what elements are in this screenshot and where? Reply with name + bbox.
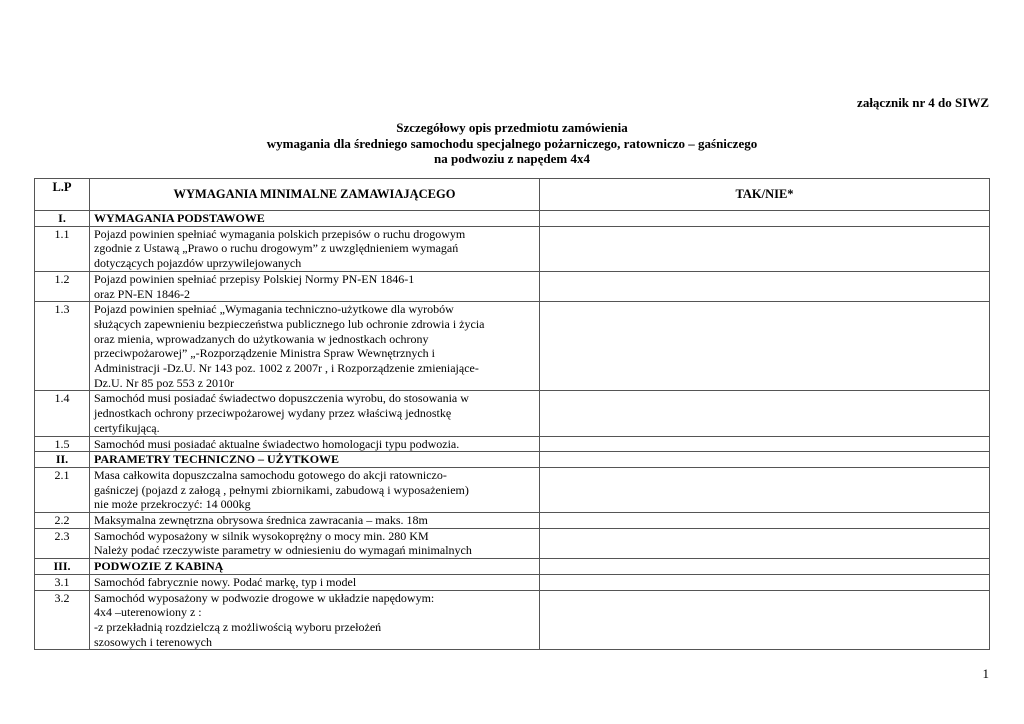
row-number: 2.3 <box>35 528 90 558</box>
row-answer-cell[interactable] <box>540 559 990 575</box>
requirement-line: Pojazd powinien spełniać „Wymagania techniczno-użytkowe dla wyrobów <box>94 302 454 317</box>
requirement-line: WYMAGANIA PODSTAWOWE <box>94 211 265 225</box>
row-answer-cell[interactable] <box>540 391 990 436</box>
requirement-line: przeciwpożarowej” „-Rozporządzenie Ministra Spraw Wewnętrznych i <box>94 346 435 361</box>
table-row <box>35 528 990 558</box>
requirement-line: służących zapewnieniu bezpieczeństwa publicznego lub ochronie zdrowia i życia <box>94 316 485 331</box>
row-answer-cell[interactable] <box>540 467 990 512</box>
requirement-line: dotyczących pojazdów uprzywilejowanych <box>94 256 302 271</box>
requirement-line: PARAMETRY TECHNICZNO – UŻYTKOWE <box>94 452 340 467</box>
title-line-3: na podwoziu z napędem 4x4 <box>433 151 591 166</box>
requirement-line: gaśniczej (pojazd z załogą , pełnymi zbiornikami, zabudową i wyposażeniem) <box>94 482 469 497</box>
requirement-line: 4x4 –uterenowiony z : <box>94 605 202 620</box>
row-requirement <box>90 513 540 529</box>
row-requirement <box>90 391 540 436</box>
row-answer-cell[interactable] <box>540 302 990 391</box>
row-requirement <box>90 528 540 558</box>
table-row <box>35 391 990 436</box>
row-number: 1.5 <box>35 436 90 452</box>
row-number: 1.2 <box>35 271 90 301</box>
header-requirements: WYMAGANIA MINIMALNE ZAMAWIAJĄCEGO <box>90 179 540 211</box>
table-row <box>35 226 990 271</box>
requirement-line: Administracji -Dz.U. Nr 143 poz. 1002 z 2007r , i Rozporządzenie zmieniające- <box>94 361 479 376</box>
requirement-line: Maksymalna zewnętrzna obrysowa średnica zawracania – maks. 18m <box>94 513 428 528</box>
requirement-line: Pojazd powinien spełniać przepisy Polskiej Normy PN-EN 1846-1 <box>94 271 415 286</box>
section-row <box>35 559 990 575</box>
row-requirement <box>90 302 540 391</box>
title-line-2: wymagania dla średniego samochodu specjalnego pożarniczego, ratowniczo – gaśniczego <box>266 135 758 151</box>
row-answer-cell[interactable] <box>540 513 990 529</box>
row-answer-cell[interactable] <box>540 271 990 301</box>
row-answer-cell[interactable] <box>540 226 990 271</box>
row-answer-cell[interactable] <box>540 211 990 227</box>
requirement-line: szosowych i terenowych <box>94 634 212 649</box>
row-requirement <box>90 590 540 650</box>
requirement-line: oraz PN-EN 1846-2 <box>94 286 190 301</box>
row-answer-cell[interactable] <box>540 452 990 468</box>
row-requirement <box>90 226 540 271</box>
requirement-line: Pojazd powinien spełniać wymagania polskich przepisów o ruchu drogowym <box>94 226 466 241</box>
table-row <box>35 271 990 301</box>
table-row <box>35 302 990 391</box>
row-answer-cell[interactable] <box>540 574 990 590</box>
requirements-table <box>34 178 990 650</box>
title-line-1: Szczegółowy opis przedmiotu zamówienia <box>396 120 628 135</box>
row-requirement <box>90 211 540 227</box>
requirement-line: Samochód musi posiadać świadectwo dopuszczenia wyrobu, do stosowania w <box>94 391 469 406</box>
row-number: III. <box>35 559 90 575</box>
row-answer-cell[interactable] <box>540 436 990 452</box>
row-number: 1.3 <box>35 302 90 391</box>
table-row <box>35 590 990 650</box>
row-number: 3.2 <box>35 590 90 650</box>
table-row <box>35 513 990 529</box>
requirement-line: zgodnie z Ustawą „Prawo o ruchu drogowym” z uwzględnieniem wymagań <box>94 241 459 256</box>
document-title <box>0 120 1024 167</box>
requirement-line: Samochód musi posiadać aktualne świadectwo homologacji typu podwozia. <box>94 436 460 451</box>
requirement-line: Masa całkowita dopuszczalna samochodu gotowego do akcji ratowniczo- <box>94 467 447 482</box>
table-header-row <box>35 179 990 211</box>
table-row <box>35 467 990 512</box>
header-answer: TAK/NIE* <box>540 179 990 211</box>
row-answer-cell[interactable] <box>540 590 990 650</box>
row-requirement <box>90 452 540 468</box>
row-number: II. <box>35 452 90 468</box>
requirement-line: oraz mienia, wprowadzanych do użytkowania w jednostkach ochrony <box>94 331 429 346</box>
requirement-line: Należy podać rzeczywiste parametry w odniesieniu do wymagań minimalnych <box>94 543 472 558</box>
section-row <box>35 452 990 468</box>
requirement-line: jednostkach ochrony przeciwpożarowej wydany przez właściwą jednostkę <box>94 406 452 421</box>
row-number: 2.1 <box>35 467 90 512</box>
section-row <box>35 211 990 227</box>
row-requirement <box>90 271 540 301</box>
requirement-line: Samochód fabrycznie nowy. Podać markę, typ i model <box>94 574 357 589</box>
row-number: 1.1 <box>35 226 90 271</box>
requirement-line: certyfikującą. <box>94 420 160 435</box>
requirement-line: Samochód wyposażony w podwozie drogowe w układzie napędowym: <box>94 590 435 605</box>
requirement-line: PODWOZIE Z KABINĄ <box>94 559 224 574</box>
row-requirement <box>90 559 540 575</box>
row-answer-cell[interactable] <box>540 528 990 558</box>
requirement-line: Samochód wyposażony w silnik wysokoprężny o mocy min. 280 KM <box>94 528 429 543</box>
row-number: I. <box>35 211 90 227</box>
table-row <box>35 436 990 452</box>
row-number: 1.4 <box>35 391 90 436</box>
table-row <box>35 574 990 590</box>
requirement-line: nie może przekroczyć: 14 000kg <box>94 497 251 512</box>
row-number: 3.1 <box>35 574 90 590</box>
row-requirement <box>90 574 540 590</box>
requirement-line: -z przekładnią rozdzielczą z możliwością wyboru przełożeń <box>94 619 382 634</box>
row-requirement <box>90 436 540 452</box>
header-number: L.P <box>35 179 90 211</box>
attachment-label: załącznik nr 4 do SIWZ <box>857 95 989 110</box>
page-number: 1 <box>982 666 989 681</box>
requirement-line: Dz.U. Nr 85 poz 553 z 2010r <box>94 375 234 390</box>
row-number: 2.2 <box>35 513 90 529</box>
row-requirement <box>90 467 540 512</box>
